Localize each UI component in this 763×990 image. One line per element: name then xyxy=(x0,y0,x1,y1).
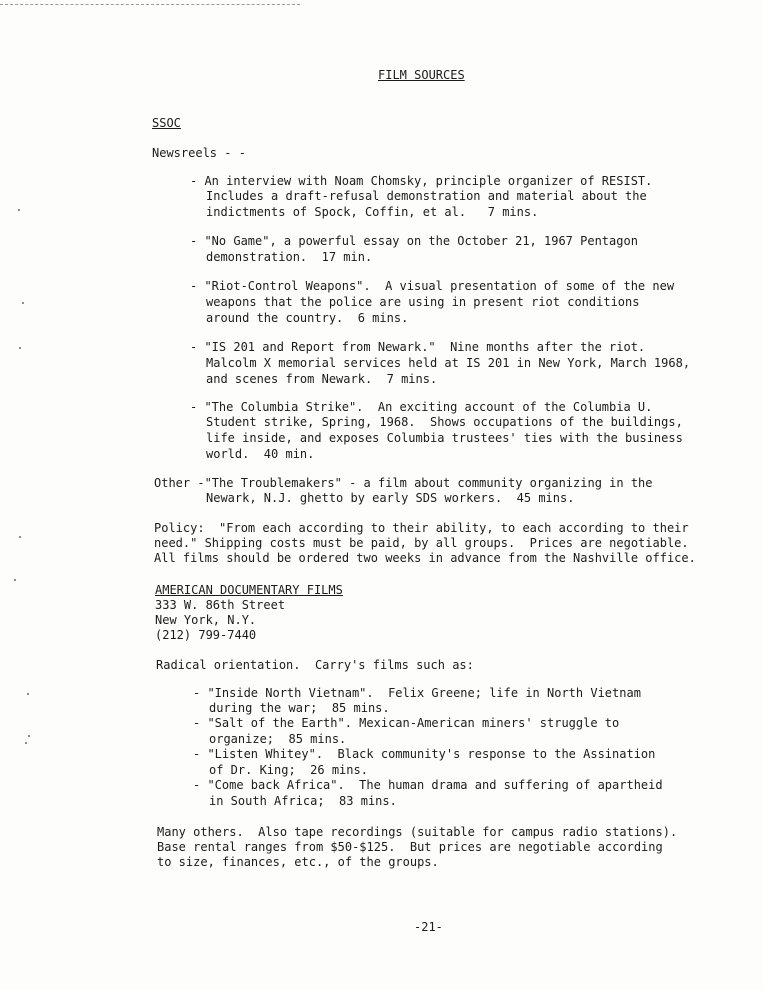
american-documentary-heading: AMERICAN DOCUMENTARY FILMS xyxy=(155,583,343,597)
scan-speck xyxy=(27,693,29,695)
newsreel-item-line: world. 40 min. xyxy=(206,447,315,461)
address-line: 333 W. 86th Street xyxy=(155,598,286,612)
phone-number: (212) 799-7440 xyxy=(155,628,257,642)
newsreel-item-line: - "IS 201 and Report from Newark." Nine months after the riot. xyxy=(190,340,646,354)
page-title: FILM SOURCES xyxy=(378,68,465,82)
ssoc-heading: SSOC xyxy=(152,116,181,130)
scan-speck xyxy=(19,347,21,349)
scan-speck xyxy=(25,742,27,744)
page-number: -21- xyxy=(414,920,443,934)
scan-speck xyxy=(18,209,20,211)
closing-line: to size, finances, etc., of the groups. xyxy=(157,855,439,869)
newsreel-item-line: - "Riot-Control Weapons". A visual presentation of some of the new xyxy=(190,279,675,293)
newsreels-label: Newsreels - - xyxy=(152,146,246,160)
policy-line: All films should be ordered two weeks in advance from the Nashville office. xyxy=(154,551,696,565)
newsreel-item-line: - An interview with Noam Chomsky, principle organizer of RESIST. xyxy=(190,174,653,188)
newsreel-item-line: - "No Game", a powerful essay on the October 21, 1967 Pentagon xyxy=(190,234,638,248)
film-item-line: - "Salt of the Earth". Mexican-American miners' struggle to xyxy=(193,716,620,730)
newsreel-item-line: indictments of Spock, Coffin, et al. 7 mins. xyxy=(206,205,539,219)
film-item-line: - "Come back Africa". The human drama and suffering of apartheid xyxy=(193,778,663,792)
other-film-line: Newark, N.J. ghetto by early SDS workers. 45 mins. xyxy=(206,491,575,505)
scan-speck xyxy=(28,735,30,737)
film-item-line: of Dr. King; 26 mins. xyxy=(209,763,368,777)
newsreel-item-line: Includes a draft-refusal demonstration and material about the xyxy=(206,189,647,203)
newsreel-item-line: Student strike, Spring, 1968. Shows occupations of the buildings, xyxy=(206,415,683,429)
film-item-line: - "Listen Whitey". Black community's response to the Assination xyxy=(193,747,656,761)
radical-orientation-intro: Radical orientation. Carry's films such as: xyxy=(156,658,474,672)
top-scan-rule xyxy=(0,4,300,5)
other-film-line: Other -"The Troublemakers" - a film about community organizing in the xyxy=(154,476,653,490)
film-item-line: during the war; 85 mins. xyxy=(209,701,390,715)
closing-line: Base rental ranges from $50-$125. But prices are negotiable according xyxy=(157,840,663,854)
film-item-line: in South Africa; 83 mins. xyxy=(209,794,397,808)
scan-speck xyxy=(14,579,16,581)
newsreel-item-line: and scenes from Newark. 7 mins. xyxy=(206,372,438,386)
scan-speck xyxy=(22,302,24,304)
newsreel-item-line: around the country. 6 mins. xyxy=(206,311,409,325)
address-line: New York, N.Y. xyxy=(155,613,257,627)
newsreel-item-line: life inside, and exposes Columbia trustees' ties with the business xyxy=(206,431,683,445)
film-item-line: organize; 85 mins. xyxy=(209,732,347,746)
scan-speck xyxy=(19,536,21,538)
policy-line: Policy: "From each according to their ability, to each according to their xyxy=(154,521,689,535)
newsreel-item-line: demonstration. 17 min. xyxy=(206,250,373,264)
newsreel-item-line: weapons that the police are using in present riot conditions xyxy=(206,295,640,309)
closing-line: Many others. Also tape recordings (suitable for campus radio stations). xyxy=(157,825,678,839)
newsreel-item-line: - "The Columbia Strike". An exciting account of the Columbia U. xyxy=(190,400,653,414)
newsreel-item-line: Malcolm X memorial services held at IS 201 in New York, March 1968, xyxy=(206,356,691,370)
film-item-line: - "Inside North Vietnam". Felix Greene; life in North Vietnam xyxy=(193,686,641,700)
policy-line: need." Shipping costs must be paid, by all groups. Prices are negotiable. xyxy=(154,536,689,550)
